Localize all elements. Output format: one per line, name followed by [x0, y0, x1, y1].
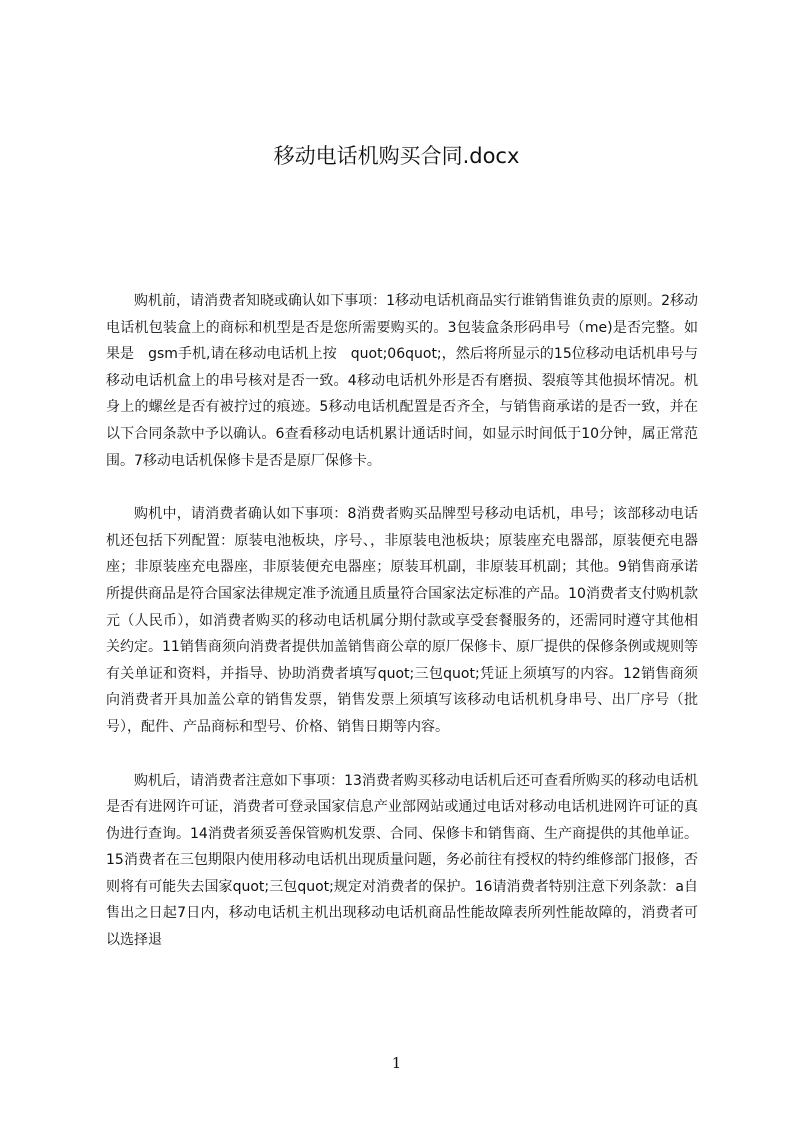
paragraph-after-purchase: 购机后，请消费者注意如下事项：13消费者购买移动电话机后还可查看所购买的移动电话机是否有进网许可证，消费者可登录国家信息产业部网站或通过电话对移动电话机进网许可证的真伪进行查询。14消费者须妥善保管购机发票、合同、保修卡和销售商、生产商提供的其他单证。15消费者在三包期限内使用移动电话机出现质量问题，务必前往有授权的特约维修部门报修，否则将有可能失去国家quot;三包quot;规定对消费者的保护。16请消费者特别注意下列条款：a自售出之日起7日内，移动电话机主机出现移动电话机商品性能故障表所列性能故障的，消费者可以选择退	[106, 772, 698, 949]
page-number: 1	[391, 1054, 402, 1072]
paragraph-during-purchase: 购机中，请消费者确认如下事项：8消费者购买品牌型号移动电话机，串号；该部移动电话机还包括下列配置：原装电池板块，序号、，非原装电池板块；原装座充电器部，原装便充电器座；非原装座充电器座，非原装便充电器座；原装耳机副，非原装耳机副；其他。9销售商承诺所提供商品是符合国家法律规定准予流通且质量符合国家法定标准的产品。10消费者支付购机款元（人民币），如消费者购买的移动电话机属分期付款或享受套餐服务的，还需同时遵守其他相关约定。11销售商须向消费者提供加盖销售商公章的原厂保修卡、原厂提供的保修条例或规则等有关单证和资料，并指导、协助消费者填写quot;三包quot;凭证上须填写的内容。12销售商须向消费者开具加盖公章的销售发票，销售发票上须填写该移动电话机机身串号、出厂序号（批号），配件、产品商标和型号、价格、销售日期等内容。	[106, 506, 698, 735]
document-body	[106, 288, 698, 981]
document-title: 移动电话机购买合同.docx	[273, 144, 520, 168]
paragraph-before-purchase: 购机前，请消费者知晓或确认如下事项：1移动电话机商品实行谁销售谁负责的原则。2移动电话机包装盒上的商标和机型是否是您所需要购买的。3包装盒条形码串号（me)是否完整。如果是 gsm手机,请在移动电话机上按 quot;06quot;，然后将所显示的15位移动电话机串号与移动电话机盒上的串号核对是否一致。4移动电话机外形是否有磨损、裂痕等其他损坏情况。机身上的螺丝是否有被拧过的痕迹。5移动电话机配置是否齐全，与销售商承诺的是否一致，并在以下合同条款中予以确认。6查看移动电话机累计通话时间，如显示时间低于10分钟，属正常范围。7移动电话机保修卡是否是原厂保修卡。	[106, 293, 698, 469]
